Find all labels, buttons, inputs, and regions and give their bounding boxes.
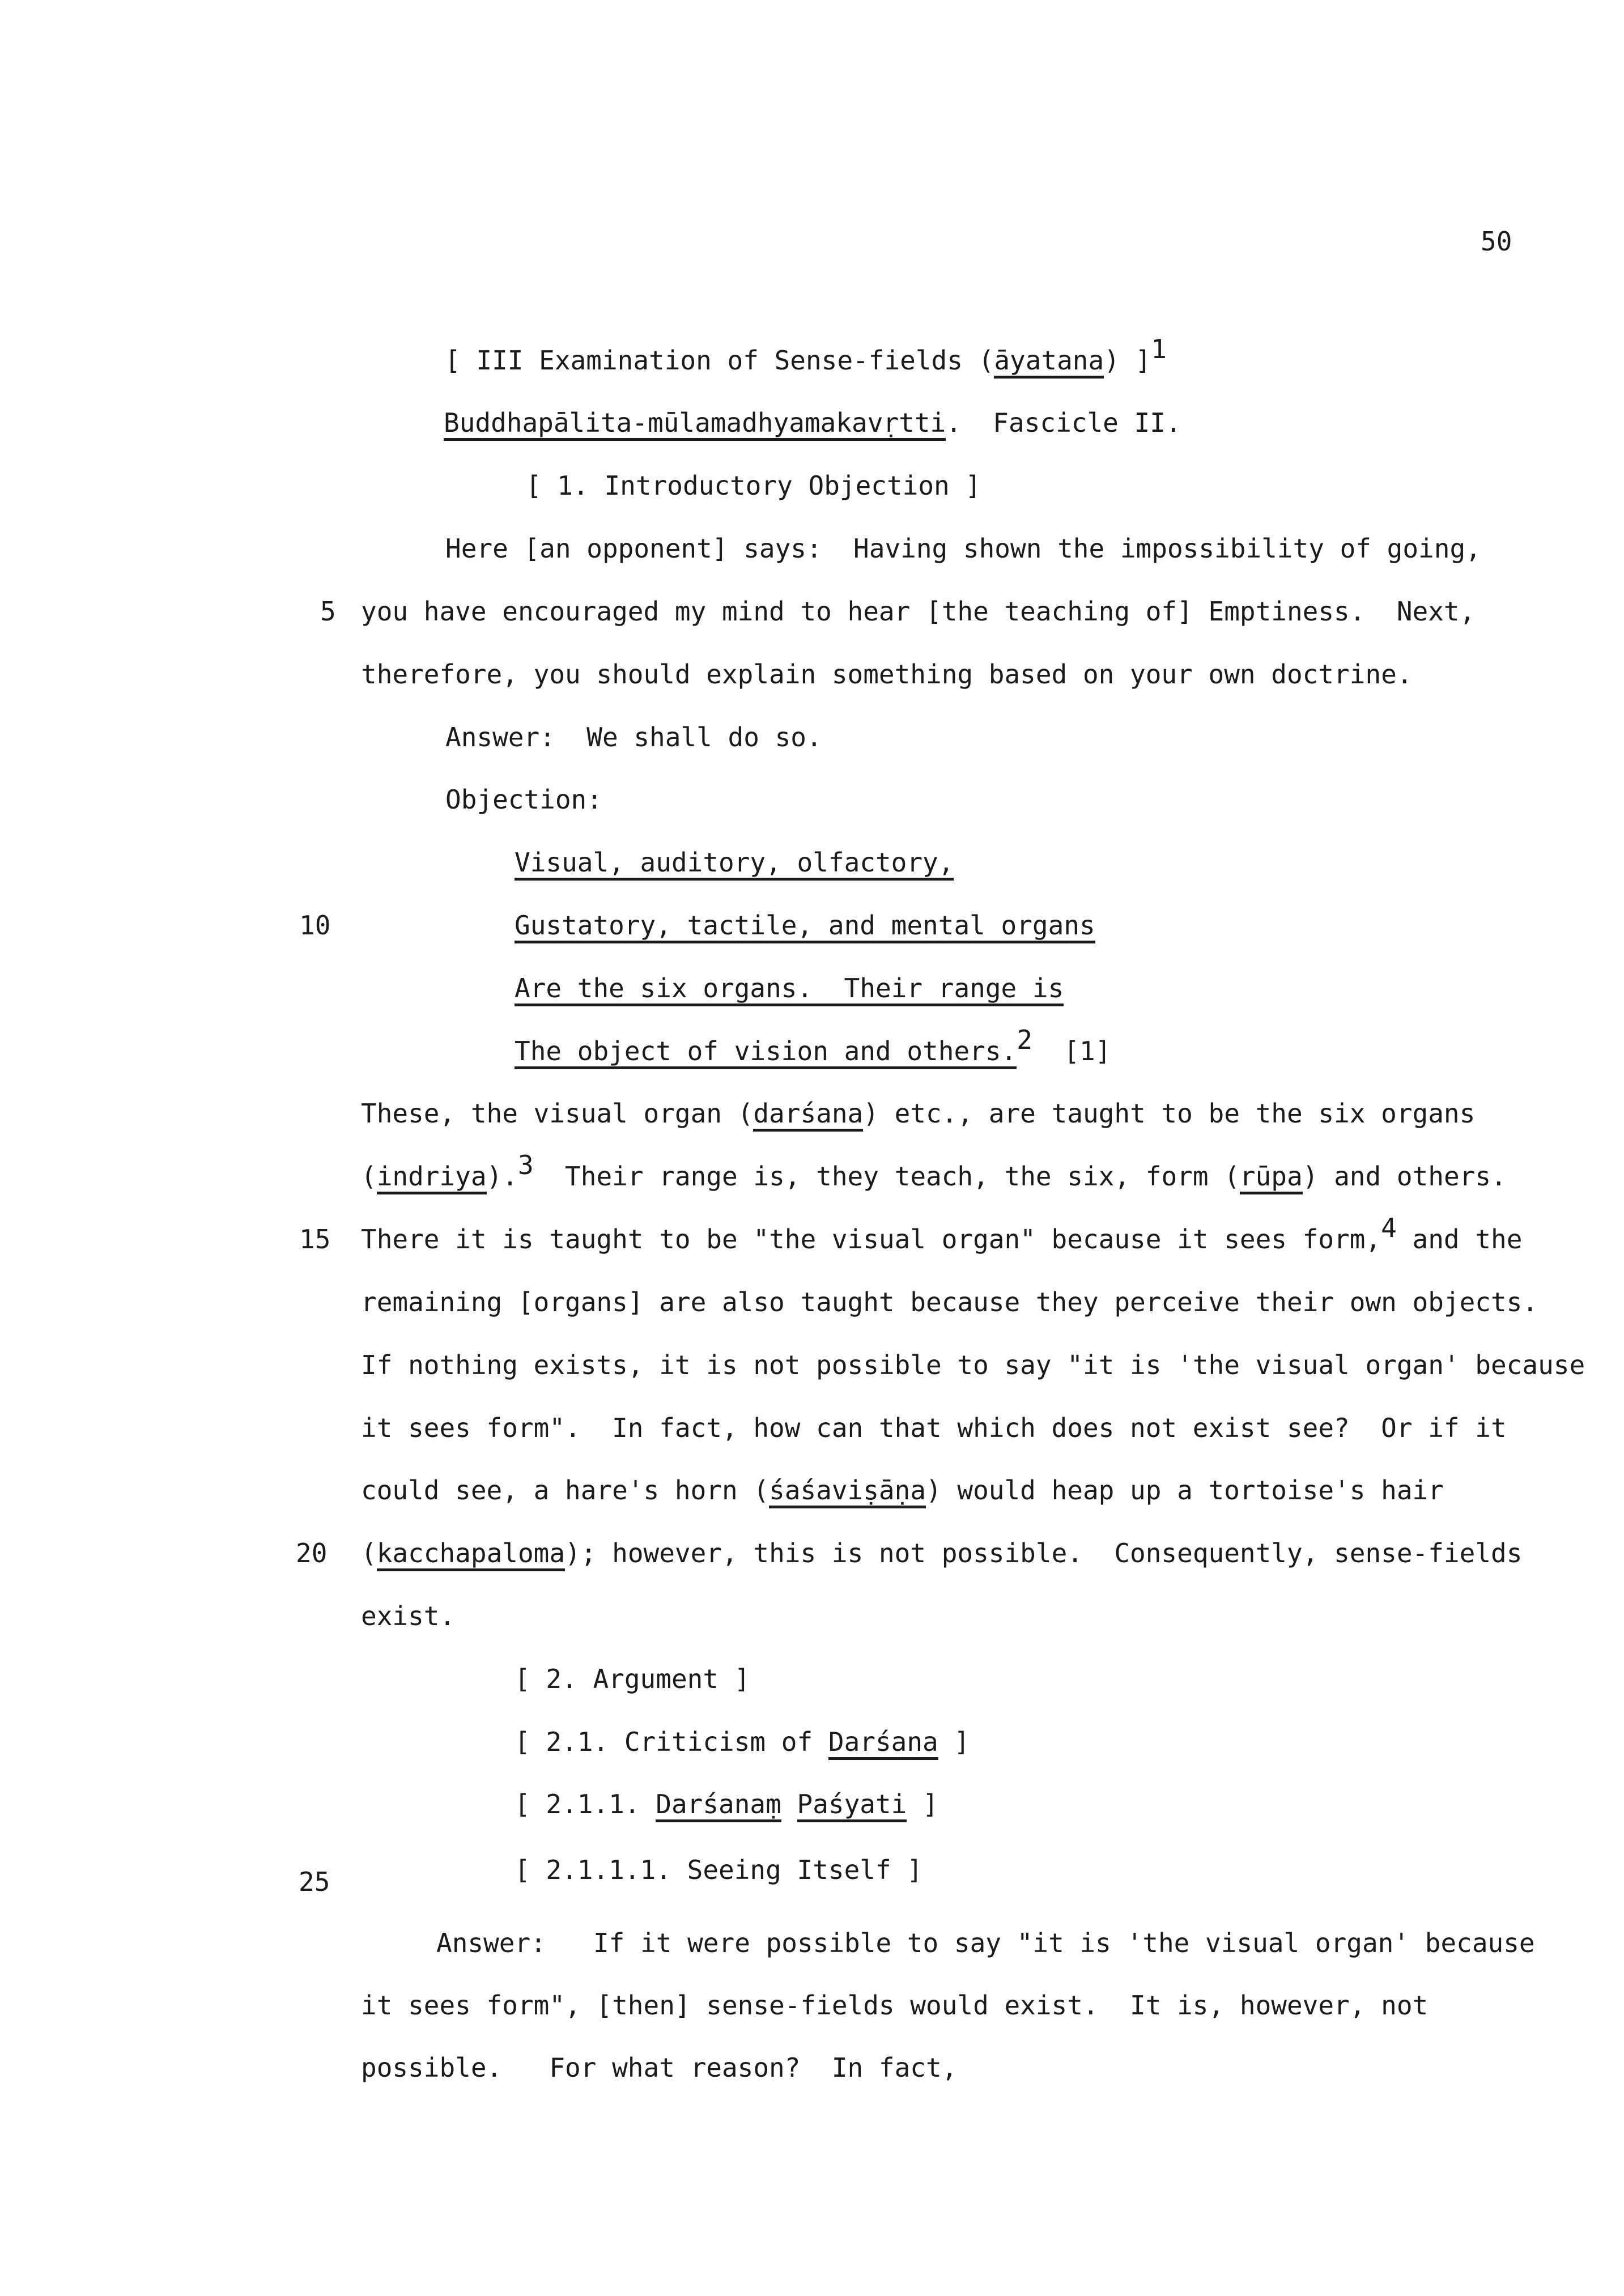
text-line — [444, 408, 1181, 438]
text-line — [361, 1413, 1507, 1443]
underlined-text: kacchapaloma — [377, 1538, 565, 1571]
underlined-text: The object of vision and others. — [515, 1036, 1017, 1069]
text-segment: Here [an opponent] says: Having shown the impossibility of going, — [445, 533, 1481, 564]
text-line — [361, 1538, 1522, 1568]
underlined-text: indriya — [377, 1161, 487, 1194]
underlined-text: Paśyati — [797, 1789, 907, 1822]
text-line — [361, 1213, 1523, 1255]
text-line — [515, 1855, 922, 1885]
footnote-marker: 2 — [1017, 1024, 1032, 1055]
footnote-marker: 4 — [1381, 1213, 1397, 1243]
underlined-text: Gustatory, tactile, and mental organs — [515, 910, 1095, 943]
text-segment: ). — [486, 1161, 518, 1192]
text-line — [361, 1150, 1507, 1192]
text-segment: ) etc., are taught to be the six organs — [863, 1098, 1476, 1129]
text-line — [361, 1476, 1444, 1506]
text-segment: ) ] — [1104, 345, 1151, 376]
text-line — [445, 534, 1481, 564]
margin-line-number: 20 — [296, 1538, 328, 1568]
text-segment: Their range is, they teach, the six, form ( — [533, 1161, 1240, 1192]
text-line — [361, 1287, 1538, 1317]
text-segment: Objection: — [445, 784, 602, 815]
underlined-text: Visual, auditory, olfactory, — [515, 847, 954, 881]
text-line — [436, 1928, 1535, 1958]
text-line — [515, 911, 1095, 941]
underlined-text: rūpa — [1240, 1161, 1303, 1194]
text-segment: These, the visual organ ( — [361, 1098, 754, 1129]
text-segment: and the — [1396, 1224, 1523, 1255]
underlined-text: Darśana — [828, 1727, 938, 1760]
text-line — [361, 1350, 1585, 1380]
page-number: 50 — [1481, 226, 1512, 257]
text-segment: it sees form", [then] sense-fields would exist. It is, however, not — [361, 1990, 1429, 2021]
margin-line-number: 15 — [299, 1224, 331, 1255]
text-segment: [ 1. Introductory Objection ] — [526, 470, 981, 501]
footnote-marker: 3 — [517, 1150, 534, 1180]
text-segment: exist. — [361, 1601, 456, 1631]
footnote-marker: 1 — [1151, 334, 1167, 364]
text-line — [361, 1991, 1428, 2021]
margin-line-number: 5 — [320, 596, 336, 627]
text-segment: you have encouraged my mind to hear [the teaching of] Emptiness. Next, — [361, 596, 1476, 627]
text-segment: ] — [907, 1789, 938, 1819]
text-line — [526, 471, 981, 501]
text-line — [361, 597, 1475, 627]
text-line — [515, 1789, 938, 1819]
text-segment: [ 2.1. Criticism of — [515, 1727, 828, 1757]
text-segment: ] — [938, 1727, 970, 1757]
text-segment: ) would heap up a tortoise's hair — [926, 1475, 1444, 1506]
underlined-text: Buddhapālita-mūlamadhyamakavṛtti — [444, 407, 946, 441]
text-segment: Answer: We shall do so. — [445, 722, 822, 752]
underlined-text: Are the six organs. Their range is — [515, 973, 1064, 1006]
text-segment: [ III Examination of Sense-fields ( — [445, 345, 994, 376]
text-line — [515, 1727, 970, 1757]
text-segment: could see, a hare's horn ( — [361, 1475, 770, 1506]
text-line — [515, 1024, 1111, 1066]
text-segment: it sees form". In fact, how can that which does not exist see? Or if it — [361, 1413, 1507, 1443]
text-segment: [1] — [1032, 1036, 1111, 1066]
underlined-text: darśana — [753, 1098, 863, 1132]
text-segment: therefore, you should explain something based on your own doctrine. — [361, 659, 1413, 690]
text-segment — [781, 1789, 797, 1819]
text-segment: . Fascicle II. — [946, 407, 1181, 438]
margin-line-number: 10 — [299, 910, 331, 941]
text-segment: ( — [361, 1161, 377, 1192]
text-segment: ( — [361, 1538, 377, 1568]
text-segment: possible. For what reason? In fact, — [361, 2052, 958, 2083]
text-segment: ); however, this is not possible. Consequently, sense-fields — [565, 1538, 1523, 1568]
text-segment: [ 2. Argument ] — [515, 1664, 750, 1694]
text-line — [361, 660, 1413, 690]
text-line — [361, 1099, 1475, 1129]
text-line — [361, 1601, 455, 1631]
underlined-text: āyatana — [994, 345, 1104, 379]
text-line — [515, 1664, 750, 1694]
text-line — [515, 848, 954, 878]
underlined-text: Darśanaṃ — [656, 1789, 781, 1822]
margin-line-number: 25 — [299, 1866, 330, 1897]
text-line — [445, 785, 602, 815]
text-line — [361, 2053, 957, 2083]
text-segment: Answer: If it were possible to say "it is 'the visual organ' because — [436, 1928, 1535, 1958]
text-segment: [ 2.1.1. — [515, 1789, 656, 1819]
underlined-text: śaśaviṣāṇa — [769, 1475, 926, 1508]
text-line — [445, 334, 1167, 376]
text-segment: remaining [organs] are also taught because they perceive their own objects. — [361, 1287, 1538, 1317]
text-line — [445, 722, 822, 752]
text-segment: There it is taught to be "the visual organ" because it sees form, — [361, 1224, 1381, 1255]
text-line — [515, 973, 1064, 1004]
text-segment: If nothing exists, it is not possible to say "it is 'the visual organ' because — [361, 1350, 1585, 1380]
text-segment: ) and others. — [1302, 1161, 1507, 1192]
text-segment: [ 2.1.1.1. Seeing Itself ] — [515, 1855, 923, 1885]
